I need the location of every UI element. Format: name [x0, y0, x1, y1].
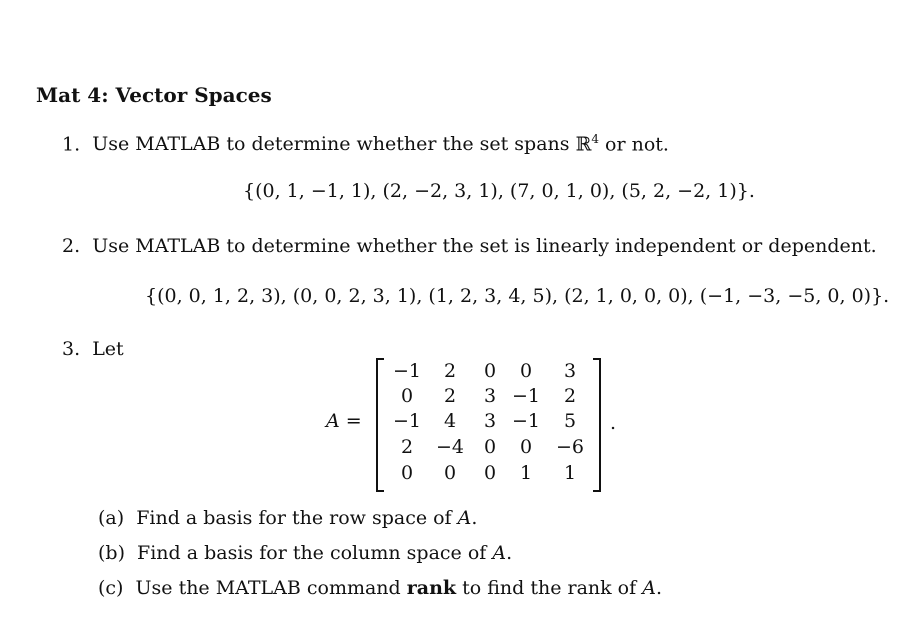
part-c — [98, 577, 662, 599]
matrix-cell: 0 — [400, 385, 414, 407]
problem-1 — [62, 132, 669, 155]
problem-text: Let — [92, 338, 124, 360]
matrix-cell: 0 — [483, 462, 497, 484]
problem-text: Use MATLAB to determine whether the set is linearly independent or dependent. — [92, 235, 877, 257]
matrix-cell: 0 — [483, 360, 497, 382]
matrix-right-bracket — [593, 358, 601, 492]
part-a — [98, 507, 477, 529]
matrix-cell: 0 — [483, 436, 497, 458]
part-label: (a) — [98, 507, 125, 529]
matrix-cell: 0 — [443, 462, 457, 484]
part-end: . — [471, 507, 478, 529]
matrix-cell: −1 — [392, 360, 421, 382]
matrix-left-bracket — [376, 358, 384, 492]
part-text: Find a basis for the column space of — [137, 542, 493, 564]
problem-text-after: or not. — [599, 133, 669, 156]
problem-2 — [62, 235, 877, 257]
problem-2-set: {(0, 0, 1, 2, 3), (0, 0, 2, 3, 1), (1, 2, 3, 4, 5), (2, 1, 0, 0, 0), (−1, −3, −5, 0, 0)}. — [145, 285, 890, 307]
part-label: (b) — [98, 542, 125, 564]
matrix-cell: 1 — [519, 462, 533, 484]
matrix-cell: 0 — [400, 462, 414, 484]
part-var: A — [642, 577, 656, 599]
matrix-cell: −1 — [511, 385, 540, 407]
matrix-cell: 2 — [443, 385, 457, 407]
space-exponent: 4 — [591, 132, 599, 146]
problem-number: 1. — [62, 133, 81, 156]
problem-3 — [62, 338, 124, 360]
page-title: Mat 4: Vector Spaces — [36, 83, 272, 107]
matrix-cell: 2 — [400, 436, 414, 458]
problem-text-before: Use MATLAB to determine whether the set spans — [92, 133, 576, 156]
part-var: A — [492, 542, 507, 564]
part-label: (c) — [98, 577, 124, 599]
part-end: . — [506, 542, 513, 564]
matrix-cell: 2 — [563, 385, 577, 407]
matrix-label: A = — [326, 410, 362, 432]
part-end: . — [655, 577, 662, 599]
matrix-cell: −4 — [435, 436, 464, 458]
part-text: Find a basis for the row space of — [136, 507, 458, 529]
matrix-cell: −6 — [555, 436, 584, 458]
part-text: Use the MATLAB command — [135, 577, 407, 599]
part-b — [98, 542, 512, 564]
matrix-cell: 0 — [519, 360, 533, 382]
matrix-cell: −1 — [392, 410, 421, 432]
matrix-period: . — [610, 412, 617, 434]
matrix-cell: 3 — [563, 360, 577, 382]
space-symbol: ℝ — [575, 133, 592, 156]
part-var: A — [457, 507, 472, 529]
matrix-cell: −1 — [511, 410, 540, 432]
part-text-2: to find the rank of — [456, 577, 643, 599]
matrix-cell: 5 — [563, 410, 577, 432]
matrix-cell: 2 — [443, 360, 457, 382]
matrix-cell: 1 — [563, 462, 577, 484]
matrix-cell: 3 — [483, 410, 497, 432]
part-command: rank — [406, 577, 457, 599]
matrix-cell: 4 — [443, 410, 457, 432]
problem-1-set: {(0, 1, −1, 1), (2, −2, 3, 1), (7, 0, 1, 0), (5, 2, −2, 1)}. — [243, 180, 755, 202]
matrix-cell: 3 — [483, 385, 497, 407]
problem-number: 3. — [62, 338, 81, 360]
matrix-cell: 0 — [519, 436, 533, 458]
problem-number: 2. — [62, 235, 81, 257]
